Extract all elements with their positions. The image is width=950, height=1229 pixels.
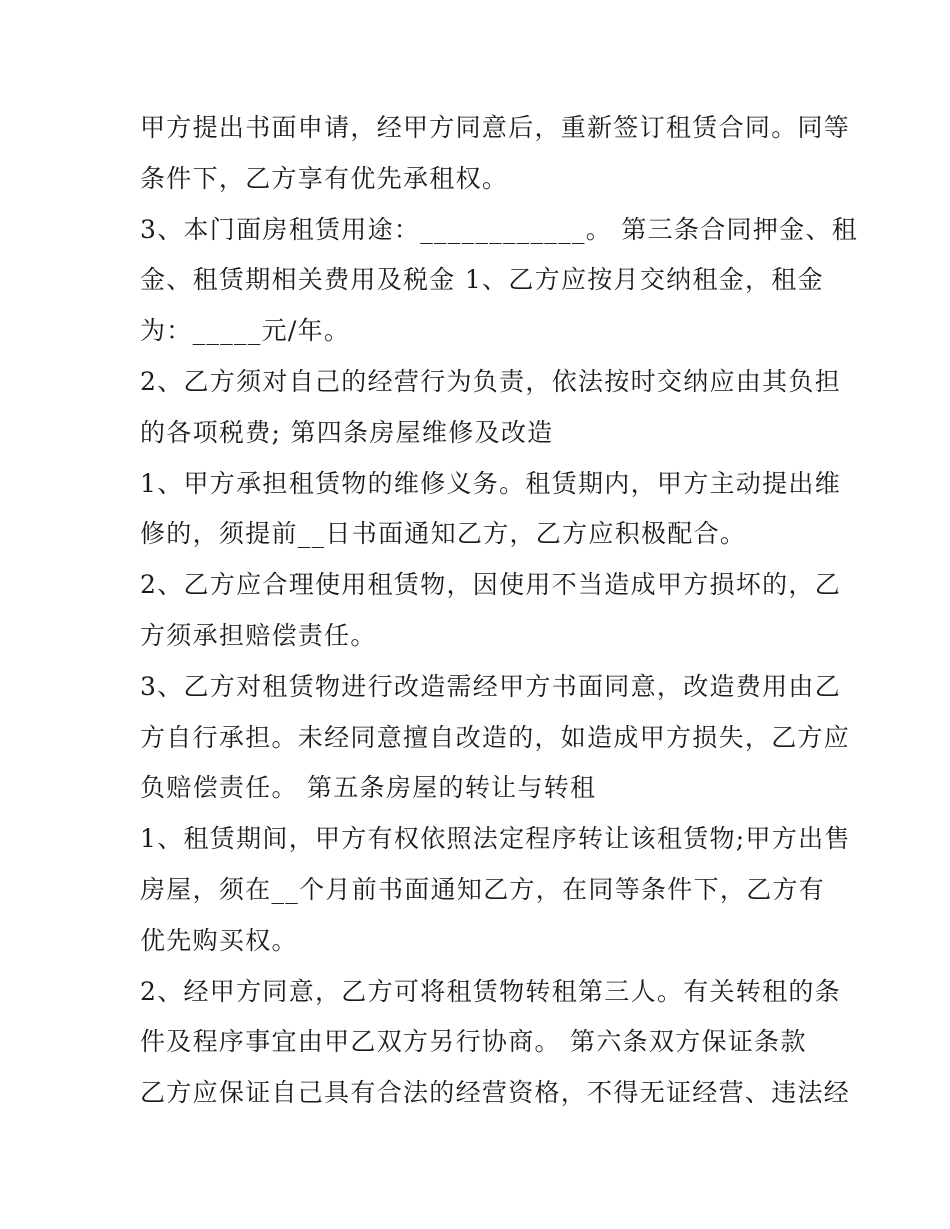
text-line: 为：_____元/年。 — [140, 316, 351, 346]
text-line: 方须承担赔偿责任。 — [140, 620, 377, 650]
text-line: 金、租赁期相关费用及税金 1、乙方应按月交纳租金，租金 — [140, 265, 824, 295]
text-line: 1、甲方承担租赁物的维修义务。租赁期内，甲方主动提出维 — [140, 468, 842, 498]
text-line: 的各项税费; 第四条房屋维修及改造 — [140, 417, 554, 447]
text-line: 2、乙方应合理使用租赁物，因使用不当造成甲方损坏的，乙 — [140, 570, 842, 600]
text-line: 甲方提出书面申请，经甲方同意后，重新签订租赁合同。同等 — [140, 113, 851, 142]
text-line: 1、租赁期间，甲方有权依照法定程序转让该租赁物;甲方出售 — [140, 824, 851, 854]
text-line: 3、本门面房租赁用途：____________。 第三条合同押金、租 — [140, 214, 859, 244]
contract-text — [140, 103, 859, 1119]
text-line: 修的，须提前__日书面通知乙方，乙方应积极配合。 — [140, 519, 747, 549]
text-line: 件及程序事宜由甲乙双方另行协商。 第六条双方保证条款 — [140, 1027, 807, 1057]
text-line: 房屋，须在__个月前书面通知乙方，在同等条件下，乙方有 — [140, 874, 826, 904]
text-line: 乙方应保证自己具有合法的经营资格，不得无证经营、违法经 — [140, 1078, 851, 1108]
text-line: 条件下，乙方享有优先承租权。 — [140, 163, 509, 193]
text-line: 优先购买权。 — [140, 925, 298, 955]
text-line: 2、乙方须对自己的经营行为负责，依法按时交纳应由其负担 — [140, 366, 842, 396]
text-line: 3、乙方对租赁物进行改造需经甲方书面同意，改造费用由乙 — [140, 671, 842, 701]
text-line: 2、经甲方同意，乙方可将租赁物转租第三人。有关转租的条 — [140, 976, 842, 1006]
text-line: 负赔偿责任。 第五条房屋的转让与转租 — [140, 773, 597, 803]
text-line: 方自行承担。未经同意擅自改造的，如造成甲方损失，乙方应 — [140, 722, 851, 752]
